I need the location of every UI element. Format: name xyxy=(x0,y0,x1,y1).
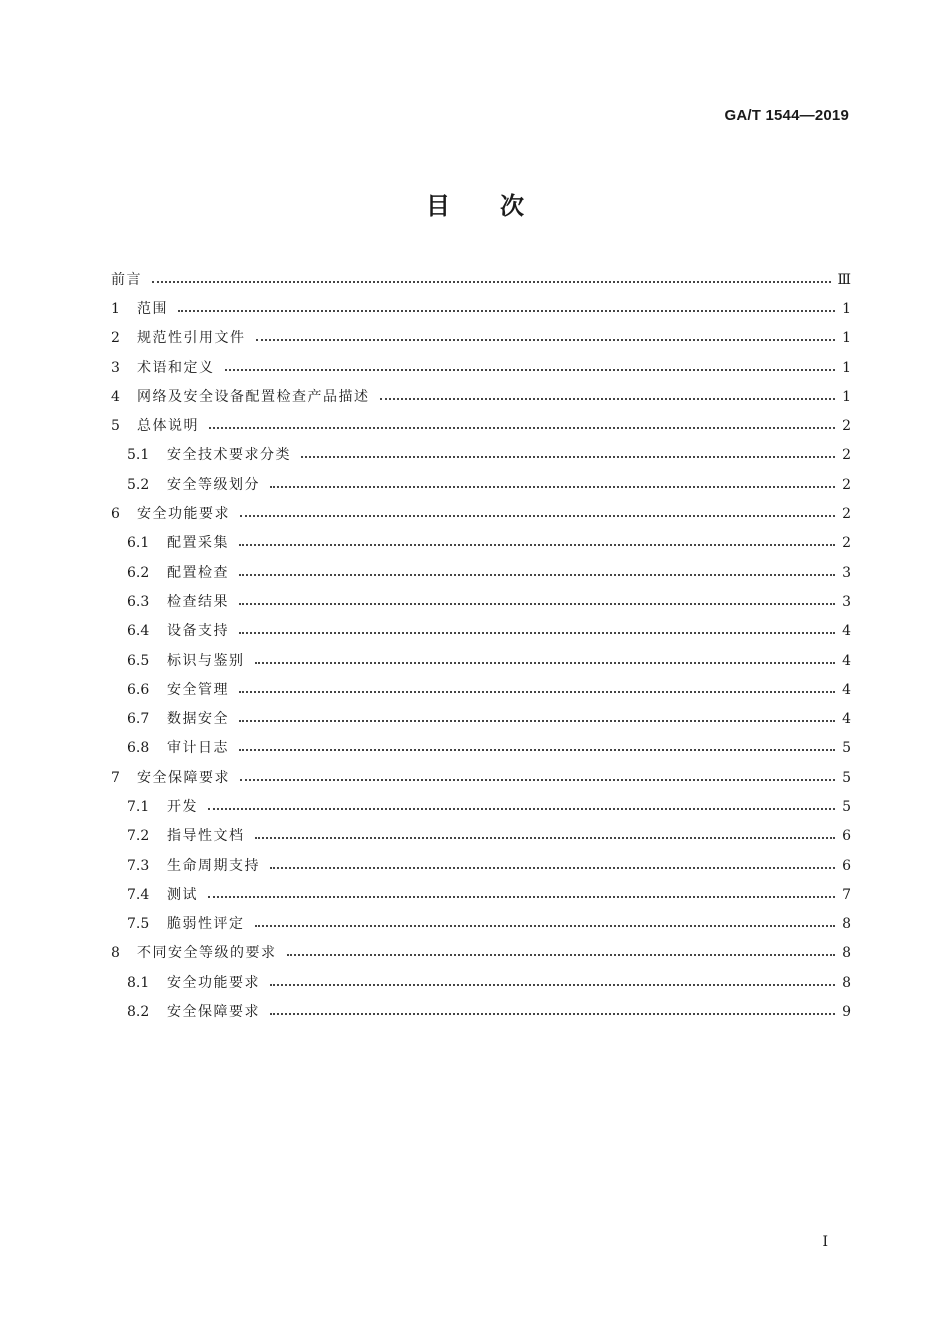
toc-entry-label: 配置采集 xyxy=(167,535,229,552)
toc-entry-number: 2 xyxy=(111,330,120,347)
toc-dot-leader xyxy=(240,515,835,517)
toc-entry-page: 5 xyxy=(842,798,851,815)
toc-entry-number: 5.1 xyxy=(127,447,150,464)
toc-dot-leader xyxy=(255,925,836,927)
toc-entry[interactable] xyxy=(111,822,851,851)
toc-entry[interactable] xyxy=(111,939,851,968)
toc-entry[interactable] xyxy=(111,382,851,411)
toc-dot-leader xyxy=(225,369,836,371)
toc-entry-page: 2 xyxy=(842,535,851,552)
toc-entry-label: 数据安全 xyxy=(167,711,229,728)
toc-entry-number: 1 xyxy=(111,300,120,317)
toc-entry-label: 网络及安全设备配置检查产品描述 xyxy=(137,388,370,405)
page-title: 目次 xyxy=(426,192,574,220)
toc-entry-label: 范围 xyxy=(137,300,168,317)
toc-entry-number: 8 xyxy=(111,945,120,962)
toc-entry-page: 1 xyxy=(842,300,851,317)
toc-entry-label: 检查结果 xyxy=(167,593,229,610)
toc-entry-number: 6.2 xyxy=(127,564,150,581)
toc-entry-page: 8 xyxy=(842,974,851,991)
toc-dot-leader xyxy=(239,720,835,722)
toc-entry[interactable] xyxy=(111,353,851,382)
toc-entry-number: 7.1 xyxy=(127,798,150,815)
toc-entry-label: 审计日志 xyxy=(167,740,229,757)
toc-entry-page: 4 xyxy=(842,681,851,698)
toc-entry-number: 6.3 xyxy=(127,593,150,610)
toc-entry[interactable] xyxy=(111,324,851,353)
toc-entry-label: 安全技术要求分类 xyxy=(167,447,291,464)
toc-entry-page: 1 xyxy=(842,388,851,405)
footer-page-number: I xyxy=(822,1234,828,1250)
toc-entry-number: 7.5 xyxy=(127,916,150,933)
toc-entry[interactable] xyxy=(111,997,851,1026)
toc-dot-leader xyxy=(239,603,835,605)
toc-entry-label: 配置检查 xyxy=(167,564,229,581)
toc-entry-label: 不同安全等级的要求 xyxy=(137,945,277,962)
toc-entry[interactable] xyxy=(111,294,851,323)
toc-entry[interactable] xyxy=(111,675,851,704)
toc-dot-leader xyxy=(270,984,835,986)
toc-entry-number: 5 xyxy=(111,418,120,435)
toc-dot-leader xyxy=(239,632,835,634)
toc-entry-number: 8.1 xyxy=(127,974,150,991)
toc-entry-label: 生命周期支持 xyxy=(167,857,260,874)
toc-entry-label: 开发 xyxy=(167,798,198,815)
toc-entry-number: 6.4 xyxy=(127,623,150,640)
toc-entry-number: 6.6 xyxy=(127,681,150,698)
toc-entry-page: 5 xyxy=(842,769,851,786)
toc-entry-page: 6 xyxy=(842,828,851,845)
toc-entry-label: 安全保障要求 xyxy=(167,1004,260,1021)
toc-dot-leader xyxy=(301,456,835,458)
toc-entry-page: 2 xyxy=(842,476,851,493)
toc-entry-page: 8 xyxy=(842,916,851,933)
toc-dot-leader xyxy=(380,398,836,400)
toc-entry[interactable] xyxy=(111,704,851,733)
toc-entry-page: 1 xyxy=(842,330,851,347)
toc-dot-leader xyxy=(209,427,835,429)
toc-entry-number: 6 xyxy=(111,506,120,523)
toc-entry[interactable] xyxy=(111,968,851,997)
document-code: GA/T 1544—2019 xyxy=(724,107,849,124)
toc-entry-page: 3 xyxy=(842,564,851,581)
toc-entry[interactable] xyxy=(111,499,851,528)
toc-entry-label: 设备支持 xyxy=(167,623,229,640)
toc-dot-leader xyxy=(270,867,835,869)
toc-entry-number: 7.3 xyxy=(127,857,150,874)
toc-entry-label: 术语和定义 xyxy=(137,359,215,376)
toc-entry-number: 7.4 xyxy=(127,886,150,903)
toc-entry-label: 标识与鉴别 xyxy=(167,652,245,669)
toc-entry[interactable] xyxy=(111,441,851,470)
toc-entry-page: 4 xyxy=(842,711,851,728)
toc-entry[interactable] xyxy=(111,734,851,763)
toc-entry-number: 5.2 xyxy=(127,476,150,493)
toc-dot-leader xyxy=(178,310,835,312)
toc-entry-label: 指导性文档 xyxy=(167,828,245,845)
toc-entry[interactable] xyxy=(111,617,851,646)
toc-dot-leader xyxy=(256,339,836,341)
toc-entry-page: 2 xyxy=(842,506,851,523)
toc-entry-number: 6.7 xyxy=(127,711,150,728)
toc-entry[interactable] xyxy=(111,558,851,587)
toc-entry-page: 3 xyxy=(842,593,851,610)
toc-entry[interactable] xyxy=(111,265,851,294)
toc-entry[interactable] xyxy=(111,587,851,616)
toc-entry-label: 规范性引用文件 xyxy=(137,330,246,347)
toc-entry-page: 2 xyxy=(842,418,851,435)
toc-dot-leader xyxy=(255,662,836,664)
toc-entry-number: 4 xyxy=(111,388,120,405)
toc-dot-leader xyxy=(208,808,835,810)
toc-dot-leader xyxy=(240,779,835,781)
toc-entry-page: 4 xyxy=(842,623,851,640)
toc-entry-label: 安全保障要求 xyxy=(137,769,230,786)
toc-entry[interactable] xyxy=(111,910,851,939)
toc-entry-label: 安全功能要求 xyxy=(137,506,230,523)
toc-entry-label: 安全功能要求 xyxy=(167,974,260,991)
toc-entry-page: 6 xyxy=(842,857,851,874)
toc-entry-number: 6.5 xyxy=(127,652,150,669)
toc-entry-number: 8.2 xyxy=(127,1004,150,1021)
toc-entry[interactable] xyxy=(111,792,851,821)
toc-entry-number: 7 xyxy=(111,769,120,786)
toc-entry-number: 3 xyxy=(111,359,120,376)
toc-entry[interactable] xyxy=(111,529,851,558)
toc-dot-leader xyxy=(152,281,831,283)
toc-dot-leader xyxy=(208,896,835,898)
toc-entry[interactable] xyxy=(111,470,851,499)
toc-entry-number: 6.8 xyxy=(127,740,150,757)
toc-entry-label: 安全管理 xyxy=(167,681,229,698)
toc-entry[interactable] xyxy=(111,646,851,675)
toc-dot-leader xyxy=(239,749,835,751)
toc-dot-leader xyxy=(239,574,835,576)
toc-entry-page: 1 xyxy=(842,359,851,376)
toc-dot-leader xyxy=(239,544,835,546)
toc-entry[interactable] xyxy=(111,763,851,792)
toc-dot-leader xyxy=(270,1013,835,1015)
toc-entry-page: 7 xyxy=(842,886,851,903)
toc-entry[interactable] xyxy=(111,880,851,909)
toc-entry-page: 9 xyxy=(842,1004,851,1021)
toc-entry-number: 7.2 xyxy=(127,828,150,845)
toc-dot-leader xyxy=(270,486,835,488)
toc-entry-page: 4 xyxy=(842,652,851,669)
toc-entry[interactable] xyxy=(111,851,851,880)
toc-entry-label: 前言 xyxy=(111,271,142,288)
toc-entry-label: 脆弱性评定 xyxy=(167,916,245,933)
table-of-contents xyxy=(111,265,851,1027)
toc-entry-label: 总体说明 xyxy=(137,418,199,435)
toc-dot-leader xyxy=(255,837,836,839)
toc-dot-leader xyxy=(287,954,836,956)
toc-dot-leader xyxy=(239,691,835,693)
toc-entry-label: 测试 xyxy=(167,886,198,903)
toc-entry-label: 安全等级划分 xyxy=(167,476,260,493)
toc-entry-number: 6.1 xyxy=(127,535,150,552)
toc-entry-page: 5 xyxy=(842,740,851,757)
toc-entry[interactable] xyxy=(111,411,851,440)
toc-entry-page: 2 xyxy=(842,447,851,464)
toc-entry-page: 8 xyxy=(842,945,851,962)
toc-entry-page: Ⅲ xyxy=(837,271,851,288)
